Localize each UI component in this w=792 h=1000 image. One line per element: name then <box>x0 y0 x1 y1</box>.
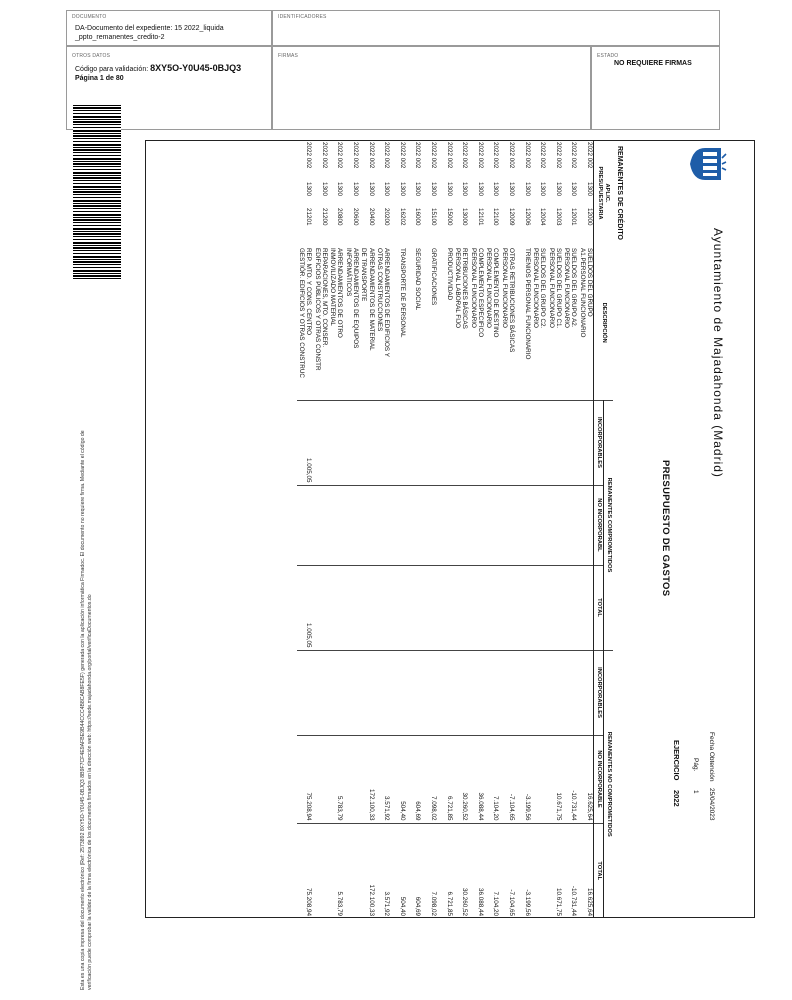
table-row <box>499 140 515 918</box>
fecha-value: 25/04/2023 <box>708 788 715 821</box>
cell-aplic-year: 2022 002 <box>414 142 422 169</box>
cell-aplic-eco: 12009 <box>508 208 516 226</box>
cell-total-b: 172.100,33 <box>359 823 375 918</box>
cell-description: ARRENDAMIENTOS DE EDIFICIOS Y OTRAS CONSTRUCCIONES <box>376 248 391 357</box>
cell-aplic-year: 2022 002 <box>508 142 516 169</box>
cell-aplic-eco: 12000 <box>586 208 593 226</box>
cell-incorporables <box>312 400 328 485</box>
cell-aplic-org: 1300 <box>539 182 547 197</box>
cell-incorporables-b <box>453 650 469 735</box>
cell-incorporables-b <box>499 650 515 735</box>
cell-incorporables-b <box>484 650 500 735</box>
cell-total <box>359 565 375 650</box>
cell-incorporables-b <box>468 650 484 735</box>
cell-no-incorporables <box>312 485 328 565</box>
cell-incorporables <box>546 400 562 485</box>
cell-total-b: 604,69 <box>406 823 422 918</box>
col-incorp-b-header: INCORPORABLES <box>594 650 604 735</box>
cell-description: RETRIBUCIONES BÁSICAS PERSONAL LABORAL FIJO <box>454 248 469 329</box>
col-total-b-header: TOTAL <box>594 823 604 918</box>
cell-incorporables <box>562 400 578 485</box>
cell-total <box>577 565 593 650</box>
col-total-header: TOTAL <box>594 565 604 650</box>
cell-aplic-eco: 21200 <box>320 208 328 226</box>
cell-aplic-org: 1300 <box>570 182 578 197</box>
cell-incorporables-b <box>297 650 313 735</box>
cell-aplic-year: 2022 002 <box>398 142 406 169</box>
cell-aplic-year: 2022 002 <box>445 142 453 169</box>
ejercicio-label: EJERCICIO <box>672 740 681 781</box>
cell-total <box>499 565 515 650</box>
report-page <box>145 140 755 918</box>
cell-description: ARRENDAMIENTOS DE EQUIPOS INFORMÁTICOS <box>344 248 360 349</box>
cell-incorporables-b <box>421 650 437 735</box>
organization-name: Ayuntamiento de Majadahonda (Madrid) <box>711 228 725 478</box>
cell-no-incorporables-b: 7.104,20 <box>484 735 500 823</box>
grp-comprometidos-header: REMANENTES COMPROMETIDOS <box>604 400 614 650</box>
cell-no-incorporables-b: 5.783,79 <box>328 735 344 823</box>
cell-total <box>375 565 391 650</box>
cell-incorporables-b <box>375 650 391 735</box>
cell-no-incorporables-b: 30.260,52 <box>453 735 469 823</box>
table-row <box>453 140 469 918</box>
cell-no-incorporables-b: 7.098,02 <box>421 735 437 823</box>
table-row <box>531 140 547 918</box>
cell-aplic-org: 1300 <box>352 182 360 197</box>
cell-description: SUELDOS DEL GRUPO A1.PERSONAL FUNCIONARIO <box>578 248 593 338</box>
table-row <box>390 140 406 918</box>
table-row <box>546 140 562 918</box>
table-row <box>406 140 422 918</box>
cell-no-incorporables-b: 3.571,92 <box>375 735 391 823</box>
cell-no-incorporables-b: 10.671,75 <box>546 735 562 823</box>
cell-aplic-year: 2022 002 <box>305 142 313 169</box>
fecha-label: Fecha Obtención <box>708 732 715 782</box>
cell-no-incorporables <box>484 485 500 565</box>
cell-aplic-eco: 20200 <box>383 208 391 226</box>
cell-incorporables-b <box>359 650 375 735</box>
documento-box <box>66 10 272 46</box>
table-row <box>562 140 578 918</box>
cell-incorporables-b <box>437 650 453 735</box>
col-no-incorp-header: NO INCORPORABL <box>594 485 604 565</box>
cell-incorporables <box>499 400 515 485</box>
cell-no-incorporables-b: 75.208,94 <box>297 735 313 823</box>
cell-incorporables: 1.005,05 <box>297 400 313 485</box>
cell-total <box>546 565 562 650</box>
cell-no-incorporables-b <box>312 735 328 823</box>
cell-total <box>484 565 500 650</box>
cell-aplic-org: 1300 <box>554 182 562 197</box>
table-row <box>312 140 328 918</box>
cell-aplic-eco: 12100 <box>492 208 500 226</box>
cell-no-incorporables <box>359 485 375 565</box>
cell-incorporables <box>531 400 547 485</box>
cell-no-incorporables <box>390 485 406 565</box>
cell-description: OTRAS RETRIBUCIONES BÁSICAS PERSONAL FUNCIONARIO <box>500 248 516 353</box>
cell-aplic-eco: 16000 <box>414 208 422 226</box>
cell-incorporables <box>359 400 375 485</box>
cell-no-incorporables-b: -7.104,65 <box>499 735 515 823</box>
cell-total-b: -7.104,65 <box>499 823 515 918</box>
cell-total-b: 7.104,20 <box>484 823 500 918</box>
cell-incorporables-b <box>531 650 547 735</box>
cell-total <box>453 565 469 650</box>
cell-aplic-eco: 20800 <box>336 208 344 226</box>
cell-aplic-org: 1300 <box>320 182 328 197</box>
cell-aplic-eco: 15100 <box>430 208 438 226</box>
cell-total-b: 6.721,85 <box>437 823 453 918</box>
cell-aplic-year: 2022 002 <box>476 142 484 169</box>
cell-description: REPARACIONES, MTO. CONSER. EDIFICIOS PÚBLICOS Y OTRAS CONSTR <box>313 248 328 371</box>
cell-total: 1.005,05 <box>297 565 313 650</box>
cell-total <box>312 565 328 650</box>
cell-aplic-eco: 16202 <box>398 208 406 226</box>
cell-aplic-org: 1300 <box>523 182 531 197</box>
cell-no-incorporables-b <box>531 735 547 823</box>
ejercicio-value: 2022 <box>672 790 681 807</box>
cell-description: TRANSPORTE DE PERSONAL <box>398 248 406 338</box>
cell-aplic-org: 1300 <box>336 182 344 197</box>
otros-datos-label: OTROS DATOS <box>72 53 111 59</box>
cell-no-incorporables <box>468 485 484 565</box>
cell-aplic-eco: 20600 <box>352 208 360 226</box>
cell-aplic-eco: 12004 <box>539 208 547 226</box>
cell-aplic-org: 1300 <box>461 182 469 197</box>
cell-description: ARRENDAMIENTOS DE MATERIAL DE TRANSPORTE <box>360 248 375 351</box>
identificadores-box <box>272 10 720 46</box>
cell-incorporables-b <box>406 650 422 735</box>
table-row <box>515 140 531 918</box>
cell-aplic-org: 1300 <box>492 182 500 197</box>
cell-total-b: 30.260,52 <box>453 823 469 918</box>
pag-label: Pág. <box>692 758 699 772</box>
cell-aplic-year: 2022 002 <box>523 142 531 169</box>
cell-total-b: 3.571,92 <box>375 823 391 918</box>
cell-no-incorporables <box>328 485 344 565</box>
cell-total-b: 36.088,44 <box>468 823 484 918</box>
cell-description: SUELDOS DEL GRUPO C2. PERSONAL FUNCIONARIO <box>532 248 547 329</box>
table-row <box>484 140 500 918</box>
cell-aplic-org: 1300 <box>430 182 438 197</box>
cell-total-b: 5.783,79 <box>328 823 344 918</box>
cell-no-incorporables <box>421 485 437 565</box>
cell-no-incorporables-b <box>344 735 360 823</box>
documento-label: DOCUMENTO <box>72 14 107 20</box>
cell-aplic-org: 1300 <box>414 182 422 197</box>
cell-incorporables-b <box>312 650 328 735</box>
cell-no-incorporables <box>406 485 422 565</box>
table-row <box>297 140 313 918</box>
cell-aplic-org: 1300 <box>476 182 484 197</box>
table-row <box>344 140 360 918</box>
cell-no-incorporables <box>437 485 453 565</box>
cell-total <box>390 565 406 650</box>
codigo-label: Código para validación: <box>75 66 149 73</box>
cell-total <box>531 565 547 650</box>
cell-incorporables <box>484 400 500 485</box>
documento-value-line1: DA-Documento del expediente: 15 2022_liquida <box>75 25 224 32</box>
cell-no-incorporables <box>562 485 578 565</box>
cell-total-b: 75.208,94 <box>297 823 313 918</box>
cell-description: GRATIFICACIONES <box>430 248 438 306</box>
col-no-incorp-b-header: NO INCORPORABLE <box>594 735 604 823</box>
cell-no-incorporables <box>375 485 391 565</box>
cell-total <box>344 565 360 650</box>
cell-incorporables <box>390 400 406 485</box>
cell-incorporables <box>344 400 360 485</box>
col-incorp-header: INCORPORABLES <box>594 400 604 485</box>
cell-total-b <box>531 823 547 918</box>
firmas-label: FIRMAS <box>278 53 299 59</box>
cell-description: ARRENDAMIENTOS DE OTRO INMOVILIZADO MATERIAL <box>329 248 344 338</box>
cell-aplic-eco: 12001 <box>570 208 578 226</box>
cell-aplic-org: 1300 <box>586 182 593 197</box>
cell-aplic-org: 1300 <box>445 182 453 197</box>
verification-note-line1: Esta es una copia impresa del documento electrónico (Ref: 2573892 8XY5O-Y0U45-0BJQ3 8B9F7CF4E9AFBE9B44CCC4B8CAB8FE5F) generada con la aplicación informática Firmadoc. El documento no requiere firma. Mediante el código de <box>80 430 86 990</box>
cell-total <box>421 565 437 650</box>
cell-no-incorporables-b: 504,40 <box>390 735 406 823</box>
cell-no-incorporables-b: 172.100,33 <box>359 735 375 823</box>
cell-total <box>562 565 578 650</box>
cell-total-b: 10.671,75 <box>546 823 562 918</box>
codigo-validacion <box>75 64 241 74</box>
estado-value: NO REQUIERE FIRMAS <box>614 60 692 67</box>
cell-total <box>437 565 453 650</box>
cell-no-incorporables-b: 604,69 <box>406 735 422 823</box>
cell-no-incorporables <box>546 485 562 565</box>
cell-aplic-org: 1300 <box>367 182 375 197</box>
majadahonda-logo-icon <box>689 144 727 184</box>
remanentes-table <box>297 140 613 918</box>
cell-aplic-eco: 12006 <box>523 208 531 226</box>
cell-incorporables-b <box>344 650 360 735</box>
table-row <box>468 140 484 918</box>
cell-total <box>468 565 484 650</box>
cell-incorporables <box>406 400 422 485</box>
cell-description: PRODUCTIVIDAD <box>445 248 453 301</box>
cell-total-b <box>344 823 360 918</box>
cell-aplic-eco: 12101 <box>476 208 484 226</box>
cell-aplic-year: 2022 002 <box>539 142 547 169</box>
cell-aplic-year: 2022 002 <box>570 142 578 169</box>
cell-incorporables-b <box>562 650 578 735</box>
cell-no-incorporables-b: 36.088,44 <box>468 735 484 823</box>
cell-total-b: -10.731,44 <box>562 823 578 918</box>
section-title: REMANENTES DE CRÉDITO <box>616 146 623 240</box>
cell-incorporables-b <box>390 650 406 735</box>
verification-note <box>80 290 94 990</box>
cell-aplic-eco: 12003 <box>554 208 562 226</box>
cell-description: SEGURIDAD SOCIAL <box>414 248 422 311</box>
cell-no-incorporables-b: -3.199,56 <box>515 735 531 823</box>
verification-note-line2: verificación puede comprobar la validez de la firma electrónica de los documentos firmados en la dirección web: https://sede.majadahonda.org/portal/verificaDocumentos.do <box>87 594 93 990</box>
table-row <box>375 140 391 918</box>
cell-total <box>328 565 344 650</box>
cell-aplic-year: 2022 002 <box>336 142 344 169</box>
cell-no-incorporables-b: -10.731,44 <box>562 735 578 823</box>
cell-aplic-eco: 13000 <box>461 208 469 226</box>
table-row <box>437 140 453 918</box>
cell-incorporables <box>437 400 453 485</box>
cell-incorporables <box>328 400 344 485</box>
documento-value-line2: _ppto_remanentes_credito-2 <box>75 34 165 41</box>
cell-aplic-eco: 20400 <box>367 208 375 226</box>
cell-aplic-year: 2022 002 <box>586 142 593 169</box>
cell-total <box>515 565 531 650</box>
cell-aplic-eco: 21201 <box>305 208 313 226</box>
cell-description: COMPLEMENTO ESPECIFICO PERSONAL FUNCIONARIO <box>469 248 484 338</box>
pag-value: 1 <box>692 790 699 794</box>
cell-aplic-year: 2022 002 <box>352 142 360 169</box>
cell-incorporables-b <box>577 650 593 735</box>
cell-total-b <box>312 823 328 918</box>
cell-no-incorporables-b: 16.625,64 <box>577 735 593 823</box>
identificadores-label: IDENTIFICADORES <box>278 14 327 20</box>
table-row <box>421 140 437 918</box>
cell-aplic-year: 2022 002 <box>554 142 562 169</box>
report-title: PRESUPUESTO DE GASTOS <box>660 460 671 597</box>
cell-total-b: 16.625,64 <box>577 823 593 918</box>
cell-no-incorporables-b: 6.721,85 <box>437 735 453 823</box>
col-desc-header: DESCRIPCIÓN <box>594 246 614 400</box>
estado-box <box>591 46 720 130</box>
grp-no-comprometidos-header: REMANENTES NO COMPROMETIDOS <box>604 650 614 918</box>
cell-aplic-year: 2022 002 <box>461 142 469 169</box>
cell-no-incorporables <box>297 485 313 565</box>
cell-total-b: 7.098,02 <box>421 823 437 918</box>
codigo-value: 8XY5O-Y0U45-0BJQ3 <box>150 63 242 73</box>
cell-aplic-year: 2022 002 <box>320 142 328 169</box>
cell-aplic-year: 2022 002 <box>492 142 500 169</box>
cell-no-incorporables <box>531 485 547 565</box>
firmas-box <box>272 46 591 130</box>
cell-no-incorporables <box>577 485 593 565</box>
cell-no-incorporables <box>453 485 469 565</box>
cell-description: SUELDOS DEL GRUPO C1. PERSONAL FUNCIONARIO <box>547 248 562 329</box>
cell-incorporables-b <box>328 650 344 735</box>
cell-aplic-year: 2022 002 <box>383 142 391 169</box>
table-row <box>359 140 375 918</box>
cell-total-b: -3.199,56 <box>515 823 531 918</box>
cell-description: COMPLEMENTO DE DESTINO PERSONAL FUNCIONARIO <box>485 248 500 338</box>
cell-aplic-year: 2022 002 <box>430 142 438 169</box>
cell-aplic-org: 1300 <box>398 182 406 197</box>
cell-total <box>406 565 422 650</box>
cell-incorporables-b <box>515 650 531 735</box>
cell-total-b: 504,40 <box>390 823 406 918</box>
cell-aplic-org: 1300 <box>383 182 391 197</box>
cell-incorporables <box>375 400 391 485</box>
table-row <box>577 140 593 918</box>
cell-incorporables <box>421 400 437 485</box>
pagina-indicator: Página 1 de 80 <box>75 75 124 82</box>
cell-description: REP. MTO. Y CONS. CENTRO GESTIÓR. EDIFICIOS Y OTRAS CONSTRUC <box>298 248 313 378</box>
cell-incorporables <box>453 400 469 485</box>
cell-no-incorporables <box>344 485 360 565</box>
cell-description: SUELDOS DEL GRUPO A2. PERSONAL FUNCIONARIO <box>563 248 578 328</box>
cell-aplic-year: 2022 002 <box>367 142 375 169</box>
cell-incorporables <box>577 400 593 485</box>
table-row <box>328 140 344 918</box>
cell-aplic-eco: 15000 <box>445 208 453 226</box>
cell-aplic-org: 1300 <box>508 182 516 197</box>
cell-incorporables <box>515 400 531 485</box>
cell-aplic-org: 1300 <box>305 182 313 197</box>
cell-no-incorporables <box>499 485 515 565</box>
cell-no-incorporables <box>515 485 531 565</box>
barcode-icon <box>73 105 121 279</box>
col-aplic-header: APLIC. PRESUPUESTARIA <box>594 140 614 246</box>
estado-label: ESTADO <box>597 53 619 59</box>
cell-incorporables <box>468 400 484 485</box>
cell-description: TRIENIOS PERSONAL FUNCIONARIO <box>523 248 531 360</box>
cell-incorporables-b <box>546 650 562 735</box>
